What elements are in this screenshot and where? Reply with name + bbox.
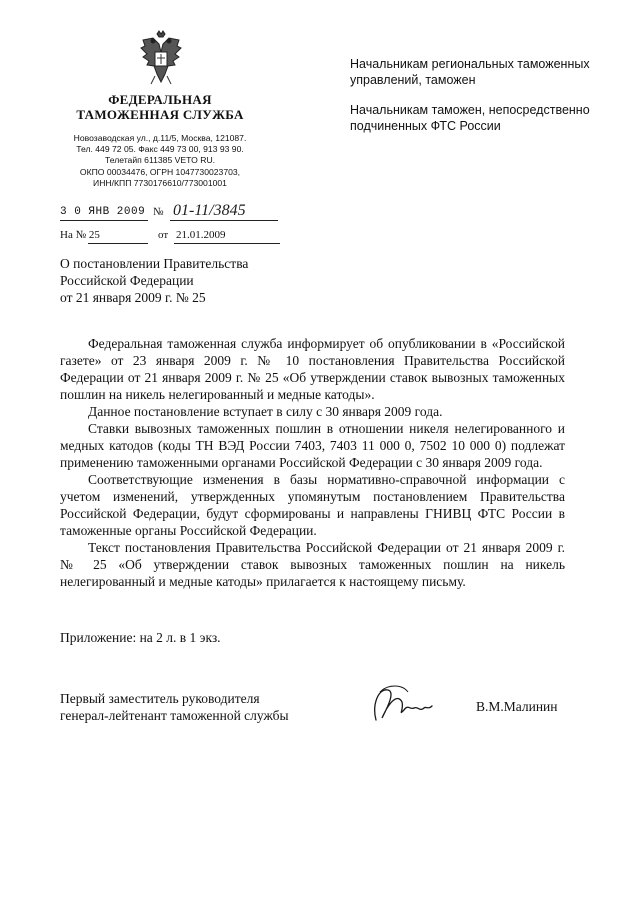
addressee-regional: Начальникам региональных таможенных управлений, таможен xyxy=(350,57,590,87)
letter-subject xyxy=(60,255,290,306)
handwritten-signature xyxy=(368,680,438,730)
registration-number: 01-11/3845 xyxy=(173,202,246,219)
body-paragraph: Ставки вывозных таможенных пошлин в отношении никеля нелегированного и медных катодов (коды ТН ВЭД России 7403, 7403 11 000 0, 7502 10 000 0) подлежат применению таможенными органами Российской Федерации с 30 января 2009 года. xyxy=(60,421,565,470)
registration-row xyxy=(60,204,280,222)
signatory-title-line2: генерал-лейтенант таможенной службы xyxy=(60,708,289,723)
subject-line3: от 21 января 2009 г. № 25 xyxy=(60,290,206,305)
coat-of-arms-icon xyxy=(133,30,189,88)
registration-date-stamp: 3 0 ЯНВ 2009 xyxy=(60,206,146,218)
letter-body xyxy=(60,335,565,590)
number-symbol: № xyxy=(153,206,164,218)
org-name-line2: ТАМОЖЕННАЯ СЛУЖБА xyxy=(76,107,244,122)
signatory-title xyxy=(60,690,320,724)
body-paragraph: Федеральная таможенная служба информирует об опубликовании в «Российской газете» от 23 января 2009 г. № 10 постановления Правительства Российской Федерации от 21 января 2009 г. № 25 «Об утверждении ставок вывозных таможенных пошлин на никель нелегированный и медные катоды». xyxy=(60,336,565,402)
body-paragraph: Соответствующие изменения в базы нормативно-справочной информации с учетом изменений, утвержденных упомянутым постановлением Правительства Российской Федерации, будут сформированы и направлены ГНИВЦ ФТС России в таможенные органы Российской Федерации. xyxy=(60,472,565,538)
addressee-block xyxy=(350,56,600,148)
contact-block xyxy=(60,133,260,189)
addressee-customs: Начальникам таможен, непосредственно подчиненных ФТС России xyxy=(350,103,590,133)
ref-date-prefix: от xyxy=(158,229,169,241)
ref-date: 21.01.2009 xyxy=(176,229,226,241)
reference-row xyxy=(60,229,280,241)
ref-prefix: На № xyxy=(60,229,87,241)
signatory-name: В.М.Малинин xyxy=(476,699,558,714)
ref-number: 25 xyxy=(88,229,100,241)
contact-address: Новозаводская ул., д.11/5, Москва, 121087. xyxy=(73,133,247,143)
appendix-note: Приложение: на 2 л. в 1 экз. xyxy=(60,630,221,645)
signatory-title-line1: Первый заместитель руководителя xyxy=(60,691,260,706)
subject-line2: Российской Федерации xyxy=(60,273,194,288)
body-paragraph: Текст постановления Правительства Российской Федерации от 21 января 2009 г. № 25 «Об утверждении ставок вывозных таможенных пошлин на никель нелегированный и медные катоды» прилагается к настоящему письму. xyxy=(60,540,565,589)
contact-teletype: Телетайп 611385 VETO RU. xyxy=(104,155,216,166)
org-name-line1: ФЕДЕРАЛЬНАЯ xyxy=(108,92,212,107)
contact-inn: ИНН/КПП 7730176610/773001001 xyxy=(93,177,227,188)
contact-okpo: ОКПО 00034476, ОГРН 1047730023703, xyxy=(79,166,241,177)
organization-name xyxy=(60,92,260,122)
contact-phone: Тел. 449 72 05. Факс 449 73 00, 913 93 90. xyxy=(76,144,244,155)
subject-line1: О постановлении Правительства xyxy=(60,256,249,271)
body-paragraph: Данное постановление вступает в силу с 30 января 2009 года. xyxy=(88,404,443,419)
